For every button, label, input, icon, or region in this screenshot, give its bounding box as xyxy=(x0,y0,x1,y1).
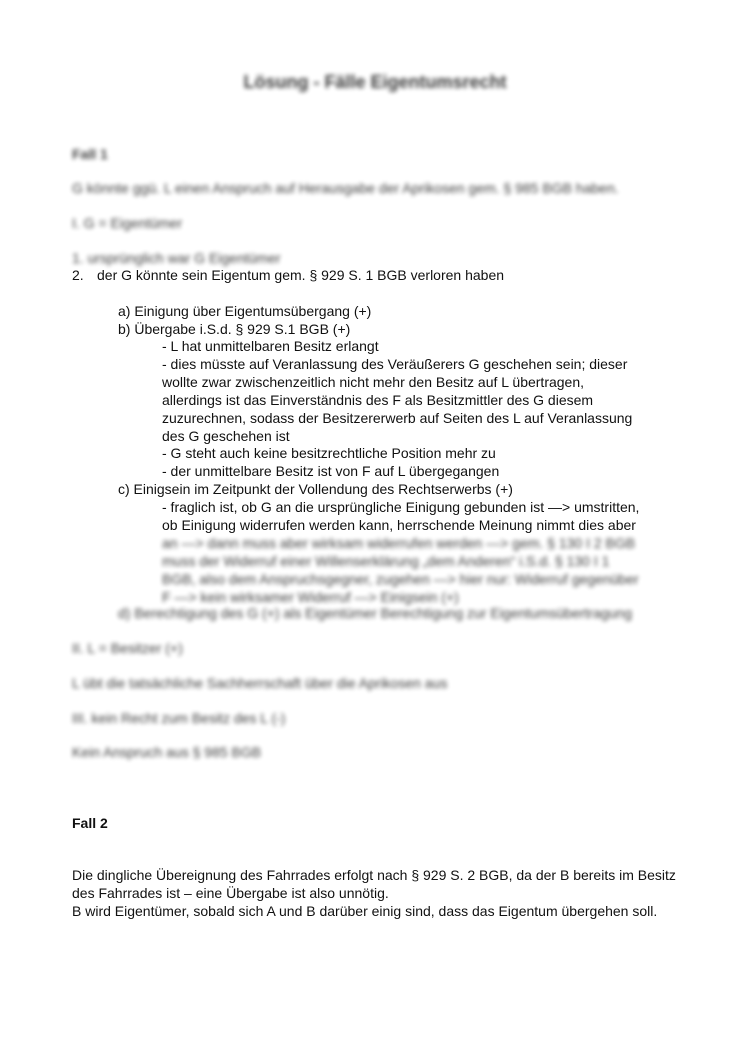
case-1-result: Kein Anspruch aus § 985 BGB xyxy=(72,744,262,760)
case-1-item-b-detail-4: - der unmittelbare Besitz ist von F auf L übergegangen xyxy=(162,463,500,479)
case-1-item-c-detail-line-1: - fraglich ist, ob G an die ursprüngliche Einigung gebunden ist —> umstritten, xyxy=(162,499,640,515)
case-1-item-b-detail-2-line-1: - dies müsste auf Veranlassung des Veräußerers G geschehen sein; dieser xyxy=(162,356,628,372)
case-1-section-ii: II. L = Besitzer (+) xyxy=(72,640,183,656)
case-1-item-d: d) Berechtigung des G (+) als Eigentümer Berechtigung zur Eigentumsübertragung xyxy=(118,605,633,621)
case-1-item-b-detail-3: - G steht auch keine besitzrechtliche Position mehr zu xyxy=(162,445,496,461)
case-1-section-ii-text: L übt die tatsächliche Sachherrschaft über die Aprikosen aus xyxy=(72,675,448,691)
case-1-item-b-detail-2-line-4: zuzurechnen, sodass der Besitzererwerb auf Seiten des L auf Veranlassung xyxy=(162,410,633,426)
case-1-section-iii: III. kein Recht zum Besitz des L (-) xyxy=(72,710,286,726)
case-1-item-c: c) Einigsein im Zeitpunkt der Vollendung des Rechtserwerbs (+) xyxy=(118,481,513,497)
case-1-item-c-detail-line-2: ob Einigung widerrufen werden kann, herrschende Meinung nimmt dies aber xyxy=(162,517,636,533)
case-2-heading: Fall 2 xyxy=(72,815,108,831)
case-1-item-b: b) Übergabe i.S.d. § 929 S.1 BGB (+) xyxy=(118,321,351,337)
case-1-item-b-detail-1: - L hat unmittelbaren Besitz erlangt xyxy=(162,338,379,354)
case-1-section-i: I. G = Eigentümer xyxy=(72,215,183,231)
case-1-item-b-detail-2-line-5: des G geschehen ist xyxy=(162,428,290,444)
case-1-point-2-text: der G könnte sein Eigentum gem. § 929 S. 1 BGB verloren haben xyxy=(97,267,505,283)
case-1-heading: Fall 1 xyxy=(72,146,108,162)
case-1-point-1: 1. ursprünglich war G Eigentümer xyxy=(72,250,281,266)
case-1-item-a: a) Einigung über Eigentumsübergang (+) xyxy=(118,303,372,319)
case-1-intro: G könnte ggü. L einen Anspruch auf Herausgabe der Aprikosen gem. § 985 BGB haben. xyxy=(72,180,619,196)
case-2-paragraph-1: Die dingliche Übereignung des Fahrrades erfolgt nach § 929 S. 2 BGB, da der B bereits im Besitz des Fahrrades ist – eine Übergabe ist also unnötig. xyxy=(72,867,676,901)
case-1-item-b-detail-2-line-3: allerdings ist das Einverständnis des F als Besitzmittler des G diesem xyxy=(162,392,594,408)
case-1-item-c-detail-line-6: F —> kein wirksamer Widerruf —> Einigsein (+) xyxy=(162,589,459,605)
case-1-item-c-detail-line-5: BGB, also dem Anspruchsgegner, zugehen —> hier nur: Widerruf gegenüber xyxy=(162,571,639,587)
document-title: Lösung - Fälle Eigentumsrecht xyxy=(243,72,507,92)
case-1-point-2-marker: 2. xyxy=(72,267,84,283)
case-1-item-b-detail-2-line-2: wollte zwar zwischenzeitlich nicht mehr den Besitz auf L übertragen, xyxy=(162,374,585,390)
case-2-paragraph-2: B wird Eigentümer, sobald sich A und B darüber einig sind, dass das Eigentum übergehen soll. xyxy=(72,903,658,919)
case-1-item-c-detail-line-4: muss der Widerruf einer Willenserklärung „dem Anderen“ i.S.d. § 130 I 1 xyxy=(162,553,610,569)
case-1-item-c-detail-line-3: an —> dann muss aber wirksam widerrufen werden —> gem. § 130 I 2 BGB xyxy=(162,535,636,551)
